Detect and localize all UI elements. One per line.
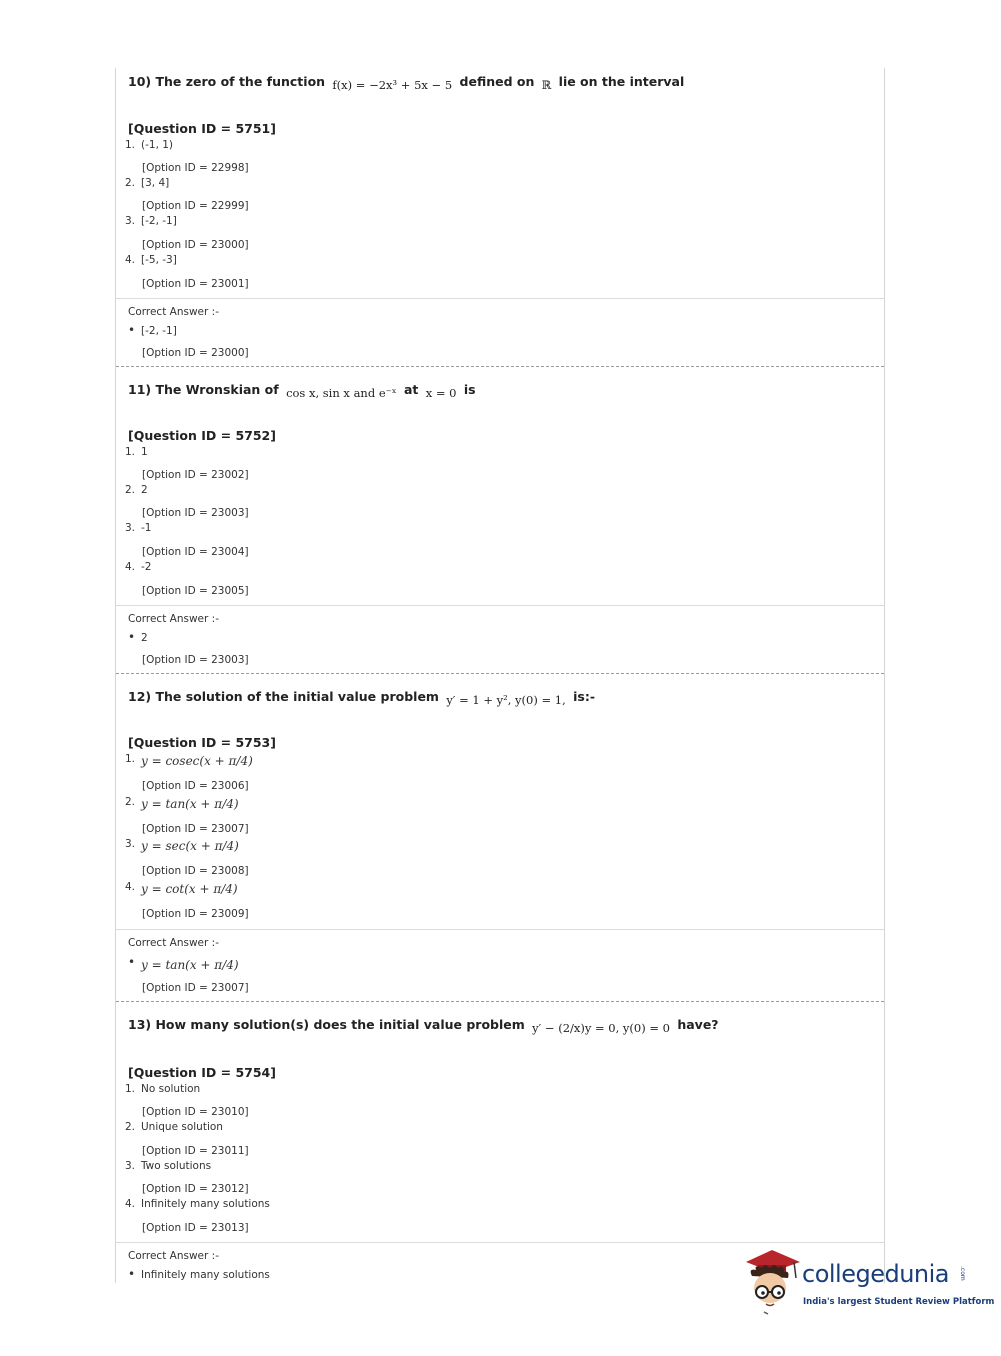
option-number: 1. bbox=[125, 1083, 136, 1095]
option-id: [Option ID = 23009] bbox=[142, 908, 249, 920]
collegedunia-logo[interactable] bbox=[742, 1248, 995, 1318]
option-id: [Option ID = 23002] bbox=[142, 469, 249, 481]
option-number: 3. bbox=[125, 1160, 136, 1172]
logo-wordmark: collegedunia bbox=[802, 1260, 950, 1288]
logo-domain: .com bbox=[959, 1266, 966, 1281]
option-number: 4. bbox=[125, 1198, 136, 1210]
option-number: 3. bbox=[125, 838, 136, 850]
question-number: 13) bbox=[128, 1017, 152, 1032]
bullet: • bbox=[128, 955, 136, 969]
option-3 bbox=[125, 1160, 211, 1172]
option-text: [-2, -1] bbox=[141, 215, 177, 227]
option-1 bbox=[125, 1083, 200, 1095]
option-text: 2 bbox=[141, 484, 148, 496]
question-separator bbox=[116, 366, 884, 367]
option-id: [Option ID = 23011] bbox=[142, 1145, 249, 1157]
option-4 bbox=[125, 881, 238, 896]
correct-answer bbox=[128, 955, 239, 972]
question-id: [Question ID = 5751] bbox=[128, 121, 276, 136]
question-separator bbox=[116, 1001, 884, 1002]
mascot-icon bbox=[742, 1248, 804, 1316]
question-text bbox=[128, 382, 476, 400]
option-text: y = cosec(x + π/4) bbox=[141, 754, 253, 768]
question-math: y′ = 1 + y², y(0) = 1, bbox=[446, 693, 566, 707]
option-number: 4. bbox=[125, 254, 136, 266]
question-number: 10) bbox=[128, 74, 152, 89]
option-number: 2. bbox=[125, 177, 136, 189]
bullet: • bbox=[128, 1267, 136, 1281]
question-prefix: The Wronskian of bbox=[155, 382, 279, 397]
correct-answer-text: [-2, -1] bbox=[141, 325, 177, 337]
question-math-2: x = 0 bbox=[425, 386, 457, 400]
option-4 bbox=[125, 1198, 270, 1210]
option-id: [Option ID = 23006] bbox=[142, 780, 249, 792]
option-2 bbox=[125, 177, 169, 189]
option-1 bbox=[125, 139, 173, 151]
question-math-2: ℝ bbox=[541, 78, 552, 92]
option-2 bbox=[125, 1121, 223, 1133]
option-text: [-5, -3] bbox=[141, 254, 177, 266]
option-number: 4. bbox=[125, 561, 136, 573]
question-mid: defined on bbox=[459, 74, 535, 89]
option-id: [Option ID = 23008] bbox=[142, 865, 249, 877]
question-prefix: How many solution(s) does the initial value problem bbox=[155, 1017, 525, 1032]
question-prefix: The solution of the initial value problem bbox=[155, 689, 439, 704]
option-text: (-1, 1) bbox=[141, 139, 174, 151]
option-text: 1 bbox=[141, 446, 148, 458]
option-3 bbox=[125, 838, 239, 853]
option-1 bbox=[125, 753, 253, 768]
option-number: 1. bbox=[125, 139, 136, 151]
option-text: y = sec(x + π/4) bbox=[141, 839, 239, 853]
question-math: f(x) = −2x³ + 5x − 5 bbox=[332, 78, 453, 92]
option-id: [Option ID = 22999] bbox=[142, 200, 249, 212]
option-id: [Option ID = 23007] bbox=[142, 823, 249, 835]
option-id: [Option ID = 23000] bbox=[142, 239, 249, 251]
correct-answer-label: Correct Answer :- bbox=[128, 1250, 219, 1262]
option-3 bbox=[125, 522, 151, 534]
question-suffix: lie on the interval bbox=[558, 74, 685, 89]
correct-answer bbox=[128, 323, 177, 337]
correct-option-id: [Option ID = 23003] bbox=[142, 654, 249, 666]
option-id: [Option ID = 23004] bbox=[142, 546, 249, 558]
question-separator bbox=[116, 673, 884, 674]
cap-tassel-icon bbox=[794, 1262, 796, 1278]
question-text bbox=[128, 74, 684, 92]
option-number: 1. bbox=[125, 753, 136, 765]
option-2 bbox=[125, 484, 148, 496]
correct-option-id: [Option ID = 23007] bbox=[142, 982, 249, 994]
option-text: Two solutions bbox=[141, 1160, 212, 1172]
correct-answer bbox=[128, 1267, 270, 1281]
option-1 bbox=[125, 446, 148, 458]
option-text: Unique solution bbox=[141, 1121, 223, 1133]
correct-answer-text: y = tan(x + π/4) bbox=[141, 958, 239, 972]
option-id: [Option ID = 23003] bbox=[142, 507, 249, 519]
question-suffix: is bbox=[463, 382, 476, 397]
option-id: [Option ID = 22998] bbox=[142, 162, 249, 174]
question-mid: at bbox=[403, 382, 419, 397]
question-text bbox=[128, 1017, 719, 1035]
option-text: [3, 4] bbox=[141, 177, 170, 189]
bullet: • bbox=[128, 323, 136, 337]
option-3 bbox=[125, 215, 177, 227]
option-2 bbox=[125, 796, 239, 811]
correct-option-id: [Option ID = 23000] bbox=[142, 347, 249, 359]
left-border bbox=[115, 68, 116, 1283]
question-id: [Question ID = 5754] bbox=[128, 1065, 276, 1080]
divider bbox=[116, 1242, 884, 1243]
eye-right-icon bbox=[777, 1291, 781, 1295]
option-number: 2. bbox=[125, 484, 136, 496]
option-number: 4. bbox=[125, 881, 136, 893]
option-id: [Option ID = 23012] bbox=[142, 1183, 249, 1195]
option-number: 3. bbox=[125, 215, 136, 227]
eye-left-icon bbox=[761, 1291, 765, 1295]
question-suffix: is:- bbox=[573, 689, 596, 704]
correct-answer bbox=[128, 630, 148, 644]
option-text: y = tan(x + π/4) bbox=[141, 797, 239, 811]
option-text: Infinitely many solutions bbox=[141, 1198, 270, 1210]
option-id: [Option ID = 23013] bbox=[142, 1222, 249, 1234]
option-4 bbox=[125, 254, 177, 266]
question-number: 12) bbox=[128, 689, 152, 704]
bullet: • bbox=[128, 630, 136, 644]
option-id: [Option ID = 23010] bbox=[142, 1106, 249, 1118]
divider bbox=[116, 298, 884, 299]
question-suffix: have? bbox=[677, 1017, 719, 1032]
option-number: 2. bbox=[125, 1121, 136, 1133]
question-number: 11) bbox=[128, 382, 152, 397]
option-number: 2. bbox=[125, 796, 136, 808]
question-id: [Question ID = 5752] bbox=[128, 428, 276, 443]
correct-answer-label: Correct Answer :- bbox=[128, 613, 219, 625]
correct-answer-label: Correct Answer :- bbox=[128, 937, 219, 949]
correct-answer-text: 2 bbox=[141, 632, 148, 644]
option-text: y = cot(x + π/4) bbox=[141, 882, 238, 896]
question-math: cos x, sin x and e⁻ˣ bbox=[286, 386, 397, 400]
question-math: y′ − (2/x)y = 0, y(0) = 0 bbox=[532, 1021, 670, 1035]
correct-answer-text: Infinitely many solutions bbox=[141, 1269, 270, 1281]
option-id: [Option ID = 23005] bbox=[142, 585, 249, 597]
question-id: [Question ID = 5753] bbox=[128, 735, 276, 750]
divider bbox=[116, 929, 884, 930]
option-number: 1. bbox=[125, 446, 136, 458]
logo-tagline: India's largest Student Review Platform bbox=[803, 1297, 995, 1307]
correct-answer-label: Correct Answer :- bbox=[128, 306, 219, 318]
option-4 bbox=[125, 561, 151, 573]
mouth-icon bbox=[766, 1304, 774, 1306]
question-prefix: The zero of the function bbox=[155, 74, 326, 89]
option-text: No solution bbox=[141, 1083, 201, 1095]
right-border bbox=[884, 68, 885, 1283]
question-text bbox=[128, 689, 595, 707]
option-text: -1 bbox=[141, 522, 152, 534]
option-id: [Option ID = 23001] bbox=[142, 278, 249, 290]
collar-icon bbox=[764, 1312, 768, 1314]
option-text: -2 bbox=[141, 561, 152, 573]
option-number: 3. bbox=[125, 522, 136, 534]
divider bbox=[116, 605, 884, 606]
